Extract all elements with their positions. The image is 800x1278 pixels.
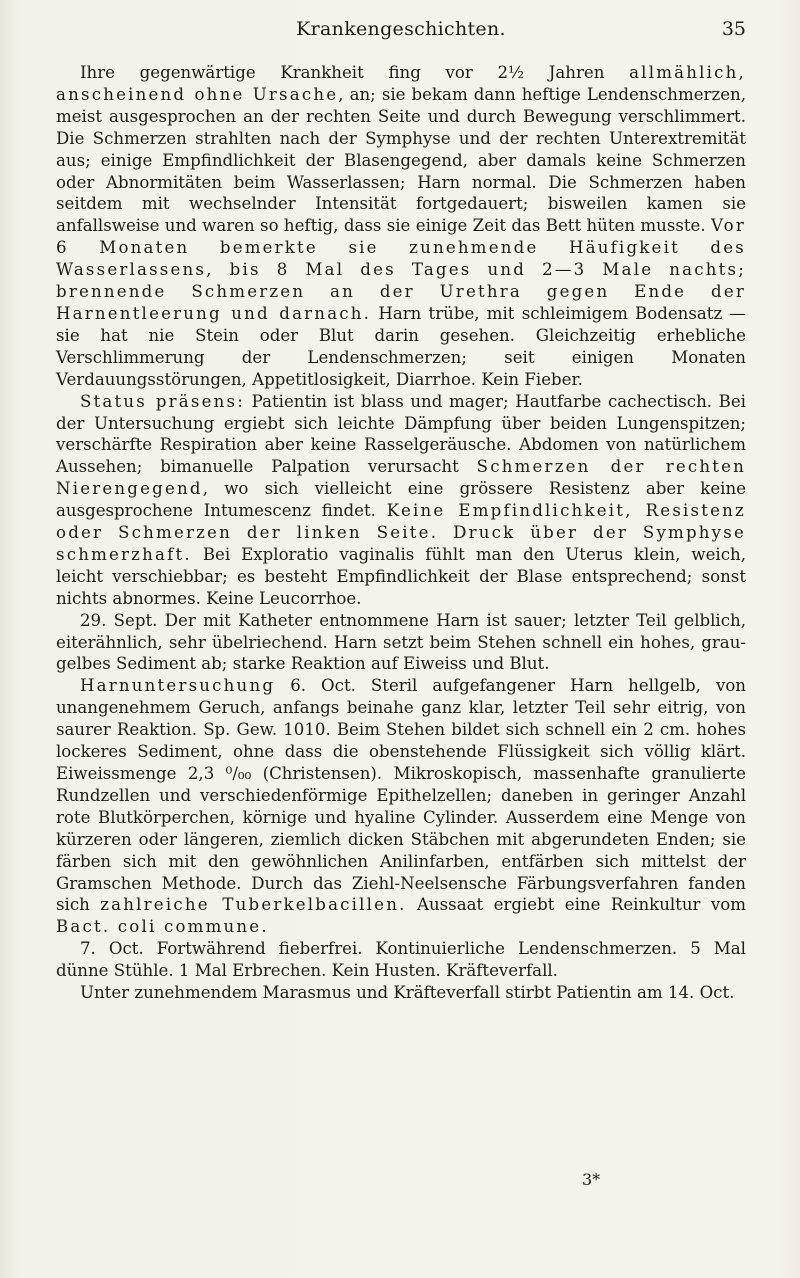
text-run: 7. Oct. Fortwährend fieberfrei. Kontinuierliche Lendenschmerzen. 5 Mal dünne Stühle. 1 Mal Erbrechen. Kein Husten. Kräfteverfall. <box>56 939 746 981</box>
paragraph <box>56 62 746 391</box>
spaced-emphasis: allmählich, anscheinend ohne Ursache <box>56 63 746 104</box>
signature-mark: 3* <box>582 1170 601 1189</box>
text-run: , wo sich vielleicht eine grössere Resistenz aber keine ausgesprochene Intumescenz findet. <box>56 479 746 521</box>
spaced-emphasis: Schmerzen der rechten Nierengegend <box>56 457 747 499</box>
paragraph <box>56 391 746 610</box>
body-text <box>56 62 746 1004</box>
paragraph <box>56 675 746 938</box>
text-run: 29. Sept. Der mit Katheter entnommene Harn ist sauer; letzter Teil gelblich, eiterähnlich, sehr übelriechend. Harn setzt beim Stehen schnell ein hohes, grau-gelbes Sediment ab; starke Reaktion auf Eiweiss und Blut. <box>56 610 746 674</box>
text-run: Harn trübe, mit schleimigem Bodensatz — sie hat nie Stein oder Blut darin gesehen. Gleichzeitig erhebliche Verschlimmerung der Lendenschmerzen; seit einigen Monaten Verdauungsstörungen, Appetitlosigkeit, Diarrhoe. Kein Fieber. <box>56 303 746 389</box>
text-run: Ihre gegenwärtige Krankheit fing vor 2½ Jahren <box>80 63 630 82</box>
spaced-emphasis: Status präsens: <box>80 391 246 411</box>
text-run: Unter zunehmendem Marasmus und Kräfteverfall stirbt Patientin am 14. Oct. <box>80 983 735 1003</box>
paragraph <box>56 982 746 1004</box>
page-number: 35 <box>721 18 746 40</box>
text-run: Patientin ist blass und mager; Hautfarbe cachectisch. Bei der Untersuchung ergiebt sich leichte Dämpfung über beiden Lungenspitzen; verschärfte Respiration aber keine Rasselgeräusche. Abdomen von natürlichem Aussehen; bimanuelle Palpation verursacht <box>56 391 746 477</box>
text-run: Bei Exploratio vaginalis fühlt man den Uterus klein, weich, leicht verschiebbar; es besteht Empfindlichkeit der Blase entsprechend; sonst nichts abnormes. Keine Leucorrhoe. <box>56 544 746 608</box>
text-run: Aussaat ergiebt eine Reinkultur vom <box>406 895 747 915</box>
spaced-emphasis: Vor 6 Monaten bemerkte sie zunehmende Häufigkeit des Wasserlassens, bis 8 Mal des Tages und 2—3 Male nachts; brennende Schmerzen an der Urethra gegen Ende der Harnentleerung und darnach. <box>56 216 746 323</box>
paragraph <box>56 610 746 676</box>
page-header <box>56 18 746 48</box>
spaced-emphasis: zahlreiche Tuberkelbacillen. <box>100 895 407 915</box>
spaced-emphasis: Bact. coli commune. <box>56 917 269 937</box>
running-head: Krankengeschichten. <box>296 18 506 40</box>
paragraph <box>56 938 746 982</box>
spaced-emphasis: Harnuntersuchung <box>80 676 276 696</box>
text-run: 6. Oct. Steril aufgefangener Harn hellgelb, von unangenehmem Geruch, anfangs beinahe ganz klar, letzter Teil sehr eitrig, von saurer Reaktion. Sp. Gew. 1010. Beim Stehen bildet sich schnell ein 2 cm. hohes lockeres Sediment, ohne dass die obenstehende Flüssigkeit sich völlig klärt. Eiweissmenge 2,3 ⁰/₀₀ (Christensen). Mikroskopisch, massenhafte granulierte Rundzellen und verschiedenförmige Epithelzellen; daneben in geringer Anzahl rote Blutkörperchen, körnige und hyaline Cylinder. Ausserdem eine Menge von kürzeren oder längeren, ziemlich dicken Stäbchen mit abgerundeten Enden; sie färben sich mit den gewöhnlichen Anilinfarben, entfärben sich mittelst der Gramschen Methode. Durch das Ziehl-Neelsensche Färbungsverfahren fanden sich <box>56 676 746 915</box>
spaced-emphasis: Keine Empfindlichkeit, Resistenz oder Schmerzen der linken Seite. Druck über der Symphyse schmerzhaft. <box>56 501 746 564</box>
text-run: , an; sie bekam dann heftige Lendenschmerzen, meist ausgesprochen an der rechten Seite und durch Bewegung verschlimmert. Die Schmerzen strahlten nach der Symphyse und der rechten Unterextremität aus; einige Empfindlichkeit der Blasengegend, aber damals keine Schmerzen oder Abnormitäten beim Wasserlassen; Harn normal. Die Schmerzen haben seitdem mit wechselnder Intensität fortgedauert; bisweilen kamen sie anfallsweise und waren so heftig, dass sie einige Zeit das Bett hüten musste. <box>56 84 746 236</box>
